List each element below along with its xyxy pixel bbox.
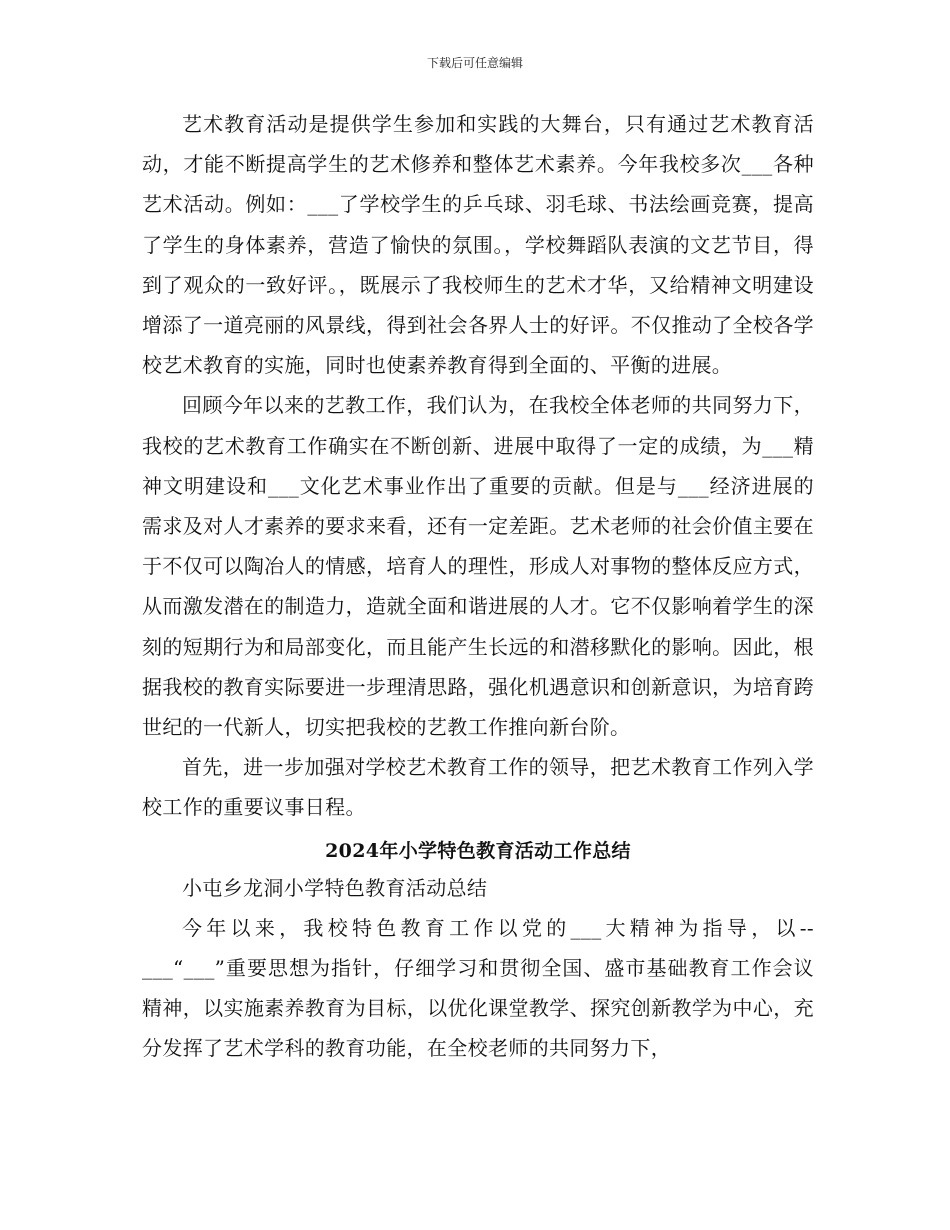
page-header-note: 下载后可任意编辑 bbox=[426, 56, 523, 70]
paragraph-subtitle: 小屯乡龙洞小学特色教育活动总结 bbox=[182, 875, 488, 900]
paragraph-art-activities: 艺术教育活动是提供学生参加和实践的大舞台，只有通过艺术教育活动，才能不断提高学生的艺术修养和整体艺术素养。今年我校多次___各种艺术活动。例如：___了学校学生的乒乓球、羽毛球、书法绘画竞赛，提高了学生的身体素养，营造了愉快的氛围。，学校舞蹈队表演的文艺节目，得到了观众的一致好评。，既展示了我校师生的艺术才华，又给精神文明建设增添了一道亮丽的风景线，得到社会各界人士的好评。不仅推动了全校各学校艺术教育的实施，同时也使素养教育得到全面的、平衡的进展。 bbox=[142, 112, 814, 378]
paragraph-summary-intro: 今年以来，我校特色教育工作以党的___大精神为指导，以--___“___”重要思想为指针，仔细学习和贯彻全国、盛市基础教育工作会议精神，以实施素养教育为目标，以优化课堂教学、探究创新教学为中心，充分发挥了艺术学科的教育功能，在全校老师的共同努力下， bbox=[142, 915, 814, 1061]
paragraph-first-measure: 首先，进一步加强对学校艺术教育工作的领导，把艺术教育工作列入学校工作的重要议事日程。 bbox=[142, 755, 814, 820]
document-body bbox=[142, 104, 814, 1069]
paragraph-review: 回顾今年以来的艺教工作，我们认为，在我校全体老师的共同努力下，我校的艺术教育工作确实在不断创新、进展中取得了一定的成绩，为___精神文明建设和___文化艺术事业作出了重要的贡献。但是与___经济进展的需求及对人才素养的要求来看，还有一定差距。艺术老师的社会价值主要在于不仅可以陶冶人的情感，培育人的理性，形成人对事物的整体反应方式，从而激发潜在的制造力，造就全面和谐进展的人才。它不仅影响着学生的深刻的短期行为和局部变化，而且能产生长远的和潜移默化的影响。因此，根据我校的教育实际要进一步理清思路，强化机遇意识和创新意识，为培育跨世纪的一代新人，切实把我校的艺教工作推向新台阶。 bbox=[142, 393, 814, 740]
document-title: 2024年小学特色教育活动工作总结 bbox=[325, 839, 631, 862]
